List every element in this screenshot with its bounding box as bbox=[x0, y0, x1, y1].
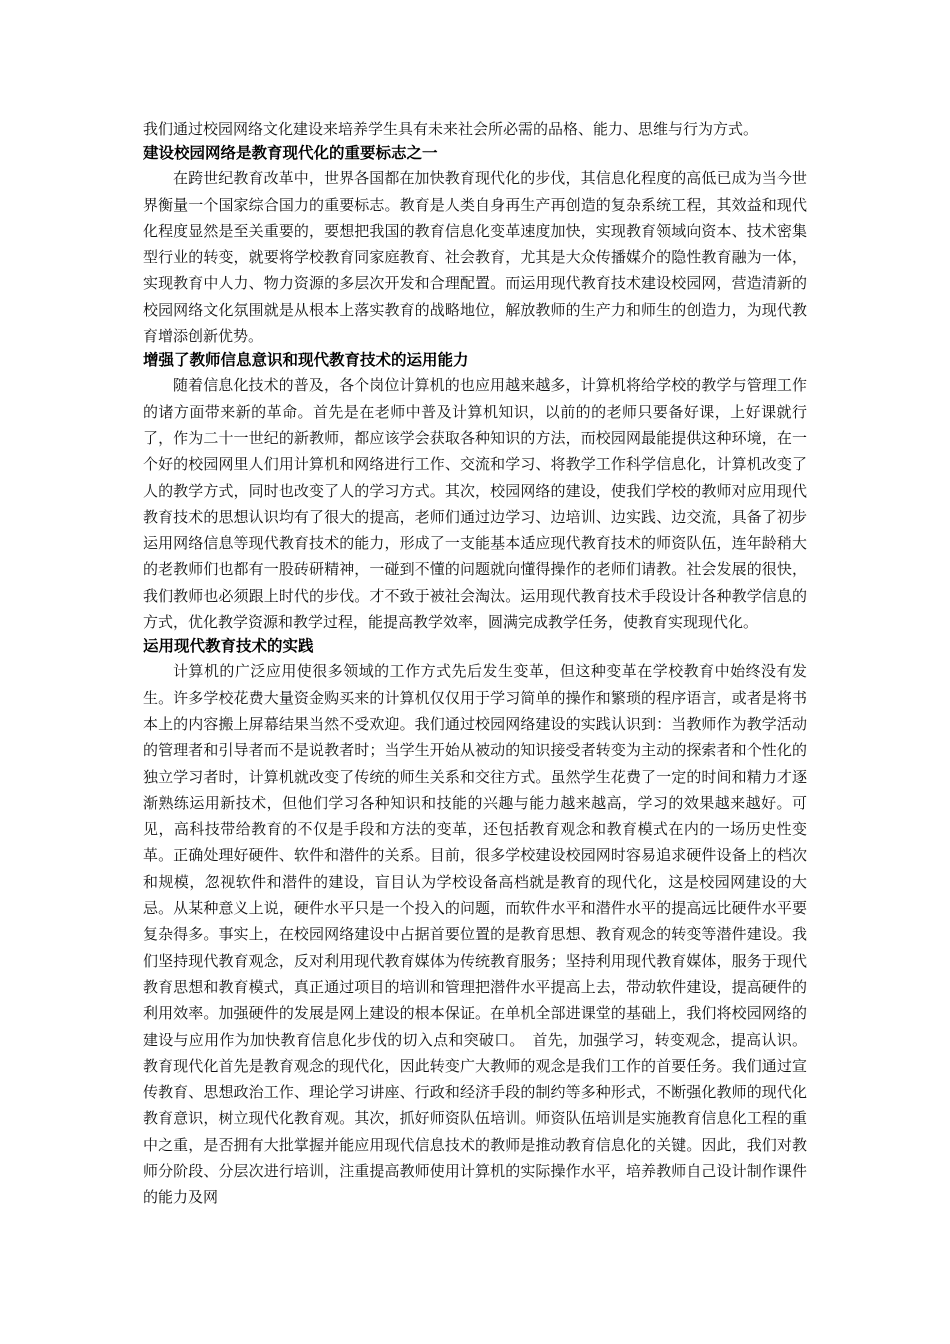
section-heading-practice: 运用现代教育技术的实践 bbox=[143, 637, 314, 656]
intro-paragraph: 我们通过校园网络文化建设来培养学生具有未来社会所必需的品格、能力、思维与行为方式。 bbox=[143, 120, 759, 138]
section-heading-campus-network: 建设校园网络是教育现代化的重要标志之一 bbox=[143, 144, 438, 163]
section-body-practice: 计算机的广泛应用使很多领域的工作方式先后发生变革，但这种变革在学校教育中始终没有发生。许多学校花费大量资金购买来的计算机仅仅用于学习简单的操作和繁琐的程序语言，或者是将书本上的内容搬上屏幕结果当然不受欢迎。我们通过校园网络建设的实践认识到：当教师作为教学活动的管理者和引导者而不是说教者时；当学生开始从被动的知识接受者转变为主动的探索者和个性化的独立学习者时，计算机就改变了传统的师生关系和交往方式。虽然学生花费了一定的时间和精力才逐渐熟练运用新技术，但他们学习各种知识和技能的兴趣与能力越来越高，学习的效果越来越好。可见，高科技带给教育的不仅是手段和方法的变革，还包括教育观念和教育模式在内的一场历史性变革。正确处理好硬件、软件和潜件的关系。目前，很多学校建设校园网时容易追求硬件设备上的档次和规模，忽视软件和潜件的建设，盲目认为学校设备高档就是教育的现代化，这是校园网建设的大忌。从某种意义上说，硬件水平只是一个投入的问题，而软件水平和潜件水平的提高远比硬件水平要复杂得多。事实上，在校园网络建设中占据首要位置的是教育思想、教育观念的转变等潜件建设。我们坚持现代教育观念，反对利用现代教育媒体为传统教育服务；坚持利用现代教育媒体，服务于现代教育思想和教育模式，真正通过项目的培训和管理把潜件水平提高上去，带动软件建设，提高硬件的利用效率。加强硬件的发展是网上建设的根本保证。在单机全部进课堂的基础上，我们将校园网络的建设与应用作为加快教育信息化步伐的切入点和突破口。 首先，加强学习，转变观念，提高认识。教育现代化首先是教育观念的现代化，因此转变广大教师的观念是我们工作的首要任务。我们通过宣传教育、思想政治工作、理论学习讲座、行政和经济手段的制约等多种形式，不断强化教师的现代化教育意识，树立现代化教育观。其次，抓好师资队伍培训。师资队伍培训是实施教育信息化工程的重中之重，是否拥有大批掌握并能应用现代信息技术的教师是推动教育信息化的关键。因此，我们对教师分阶段、分层次进行培训，注重提高教师使用计算机的实际操作水平，培养教师自己设计制作课件的能力及网 bbox=[143, 662, 807, 1207]
section-body-campus-network: 在跨世纪教育改革中，世界各国都在加快教育现代化的步伐，其信息化程度的高低已成为当今世界衡量一个国家综合国力的重要标志。教育是人类自身再生产再创造的复杂系统工程，其效益和现代化程度显然是至关重要的，要想把我国的教育信息化变革速度加快，实现教育领域向资本、技术密集型行业的转变，就要将学校教育同家庭教育、社会教育，尤其是大众传播媒介的隐性教育融为一体，实现教育中人力、物力资源的多层次开发和合理配置。而运用现代教育技术建设校园网，营造清新的校园网络文化氛围就是从根本上落实教育的战略地位，解放教师的生产力和师生的创造力，为现代教育增添创新优势。 bbox=[143, 169, 807, 346]
document-page bbox=[143, 116, 807, 1211]
section-body-teacher-ability: 随着信息化技术的普及，各个岗位计算机的也应用越来越多，计算机将给学校的教学与管理工作的诸方面带来新的革命。首先是在老师中普及计算机知识，以前的的老师只要备好课，上好课就行了，作为二十一世纪的新教师，都应该学会获取各种知识的方法，而校园网最能提供这种环境，在一个好的校园网里人们用计算机和网络进行工作、交流和学习、将教学工作科学信息化，计算机改变了人的教学方式，同时也改变了人的学习方式。其次，校园网络的建设，使我们学校的教师对应用现代教育技术的思想认识均有了很大的提高，老师们通过边学习、边培训、边实践、边交流，具备了初步运用网络信息等现代教育技术的能力，形成了一支能基本适应现代教育技术的师资队伍，连年龄稍大的老教师们也都有一股砖研精神，一碰到不懂的问题就向懂得操作的老师们请教。社会发展的很快，我们教师也必须跟上时代的步伐。才不致于被社会淘汰。运用现代教育技术手段设计各种教学信息的方式，优化教学资源和教学过程，能提高教学效率，圆满完成教学任务，使教育实现现代化。 bbox=[143, 376, 807, 632]
section-heading-teacher-ability: 增强了教师信息意识和现代教育技术的运用能力 bbox=[143, 351, 469, 370]
